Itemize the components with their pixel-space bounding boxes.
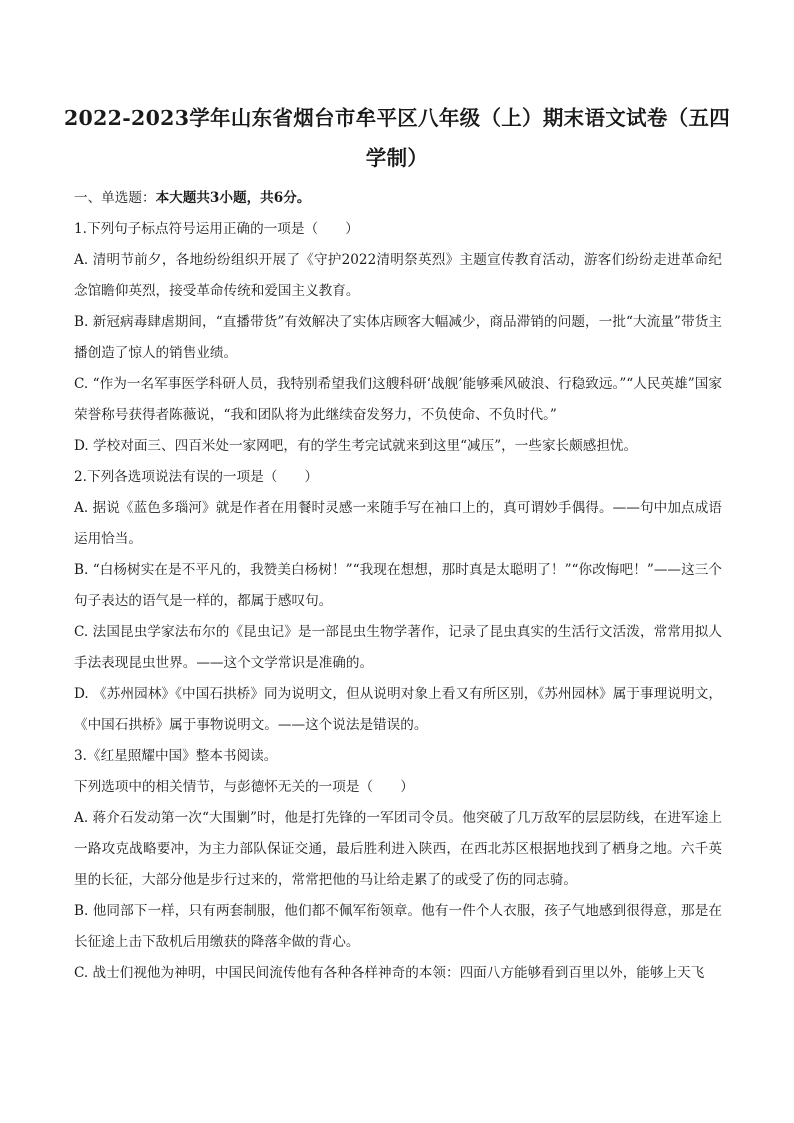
section-detail: 本大题共3小题，共6分。 <box>155 190 311 206</box>
question-2-option-a: A. 据说《蓝色多瑙河》就是作者在用餐时灵感一来随手写在袖口上的，真可谓妙手偶得。——句中加点成语运用恰当。 <box>74 500 722 547</box>
question-2-option-c: C. 法国昆虫学家法布尔的《昆虫记》是一部昆虫生物学著作，记录了昆虫真实的生活行文活泼，常常用拟人手法表现昆虫世界。——这个文学常识是准确的。 <box>74 624 722 671</box>
question-2-option-b: B. “白杨树实在是不平凡的，我赞美白杨树！”“我现在想想，那时真是太聪明了！”“你改悔吧！”——这三个句子表达的语气是一样的，都属于感叹句。 <box>74 562 722 609</box>
section-heading <box>74 183 722 214</box>
question-2-option-d: D. 《苏州园林》《中国石拱桥》同为说明文，但从说明对象上看又有所区别，《苏州园林》属于事理说明文，《中国石拱桥》属于事物说明文。——这个说法是错误的。 <box>74 686 722 733</box>
exam-title: 2022-2023学年山东省烟台市牟平区八年级（上）期末语文试卷（五四学制） <box>63 106 731 170</box>
question-2-stem: 2.下列各选项说法有误的一项是（ ） <box>74 469 319 485</box>
question-1-option-d: D. 学校对面三、四百米处一家网吧，有的学生考完试就来到这里“减压”，一些家长颇感担忧。 <box>74 438 638 454</box>
question-1-option-a: A. 清明节前夕，各地纷纷组织开展了《守护2022清明祭英烈》主题宣传教育活动，游客们纷纷走进革命纪念馆瞻仰英烈，接受革命传统和爱国主义教育。 <box>74 252 722 299</box>
question-3-option-b: B. 他同部下一样，只有两套制服，他们都不佩军衔领章。他有一件个人衣服，孩子气地感到很得意，那是在长征途上击下敌机后用缴获的降落伞做的背心。 <box>74 903 722 950</box>
question-3-option-c: C. 战士们视他为神明，中国民间流传他有各种各样神奇的本领：四面八方能够看到百里以外，能够上天飞 <box>74 965 705 981</box>
section-label: 一、单选题： <box>74 190 156 206</box>
question-1-option-c: C. “作为一名军事医学科研人员，我特别希望我们这艘科研‘战舰’能够乘风破浪、行稳致远。”“人民英雄”国家荣誉称号获得者陈薇说，“我和团队将为此继续奋发努力，不负使命、不负时代。” <box>74 376 722 423</box>
question-3-substem: 下列选项中的相关情节，与彭德怀无关的一项是（ ） <box>74 779 414 795</box>
question-1-stem: 1.下列句子标点符号运用正确的一项是（ ） <box>74 221 359 237</box>
question-1-option-b: B. 新冠病毒肆虐期间，“直播带货”有效解决了实体店顾客大幅减少，商品滞销的问题，一批“大流量”带货主播创造了惊人的销售业绩。 <box>74 314 722 361</box>
exam-content <box>74 183 722 989</box>
question-3-option-a: A. 蒋介石发动第一次“大围剿”时，他是打先锋的一军团司令员。他突破了几万敌军的层层防线，在进军途上一路攻克战略要冲，为主力部队保证交通，最后胜利进入陕西，在西北苏区根据地找到了栖身之地。六千英里的长征，大部分他是步行过来的，常常把他的马让给走累了的或受了伤的同志骑。 <box>74 810 722 888</box>
question-3-stem: 3.《红星照耀中国》整本书阅读。 <box>74 748 278 764</box>
